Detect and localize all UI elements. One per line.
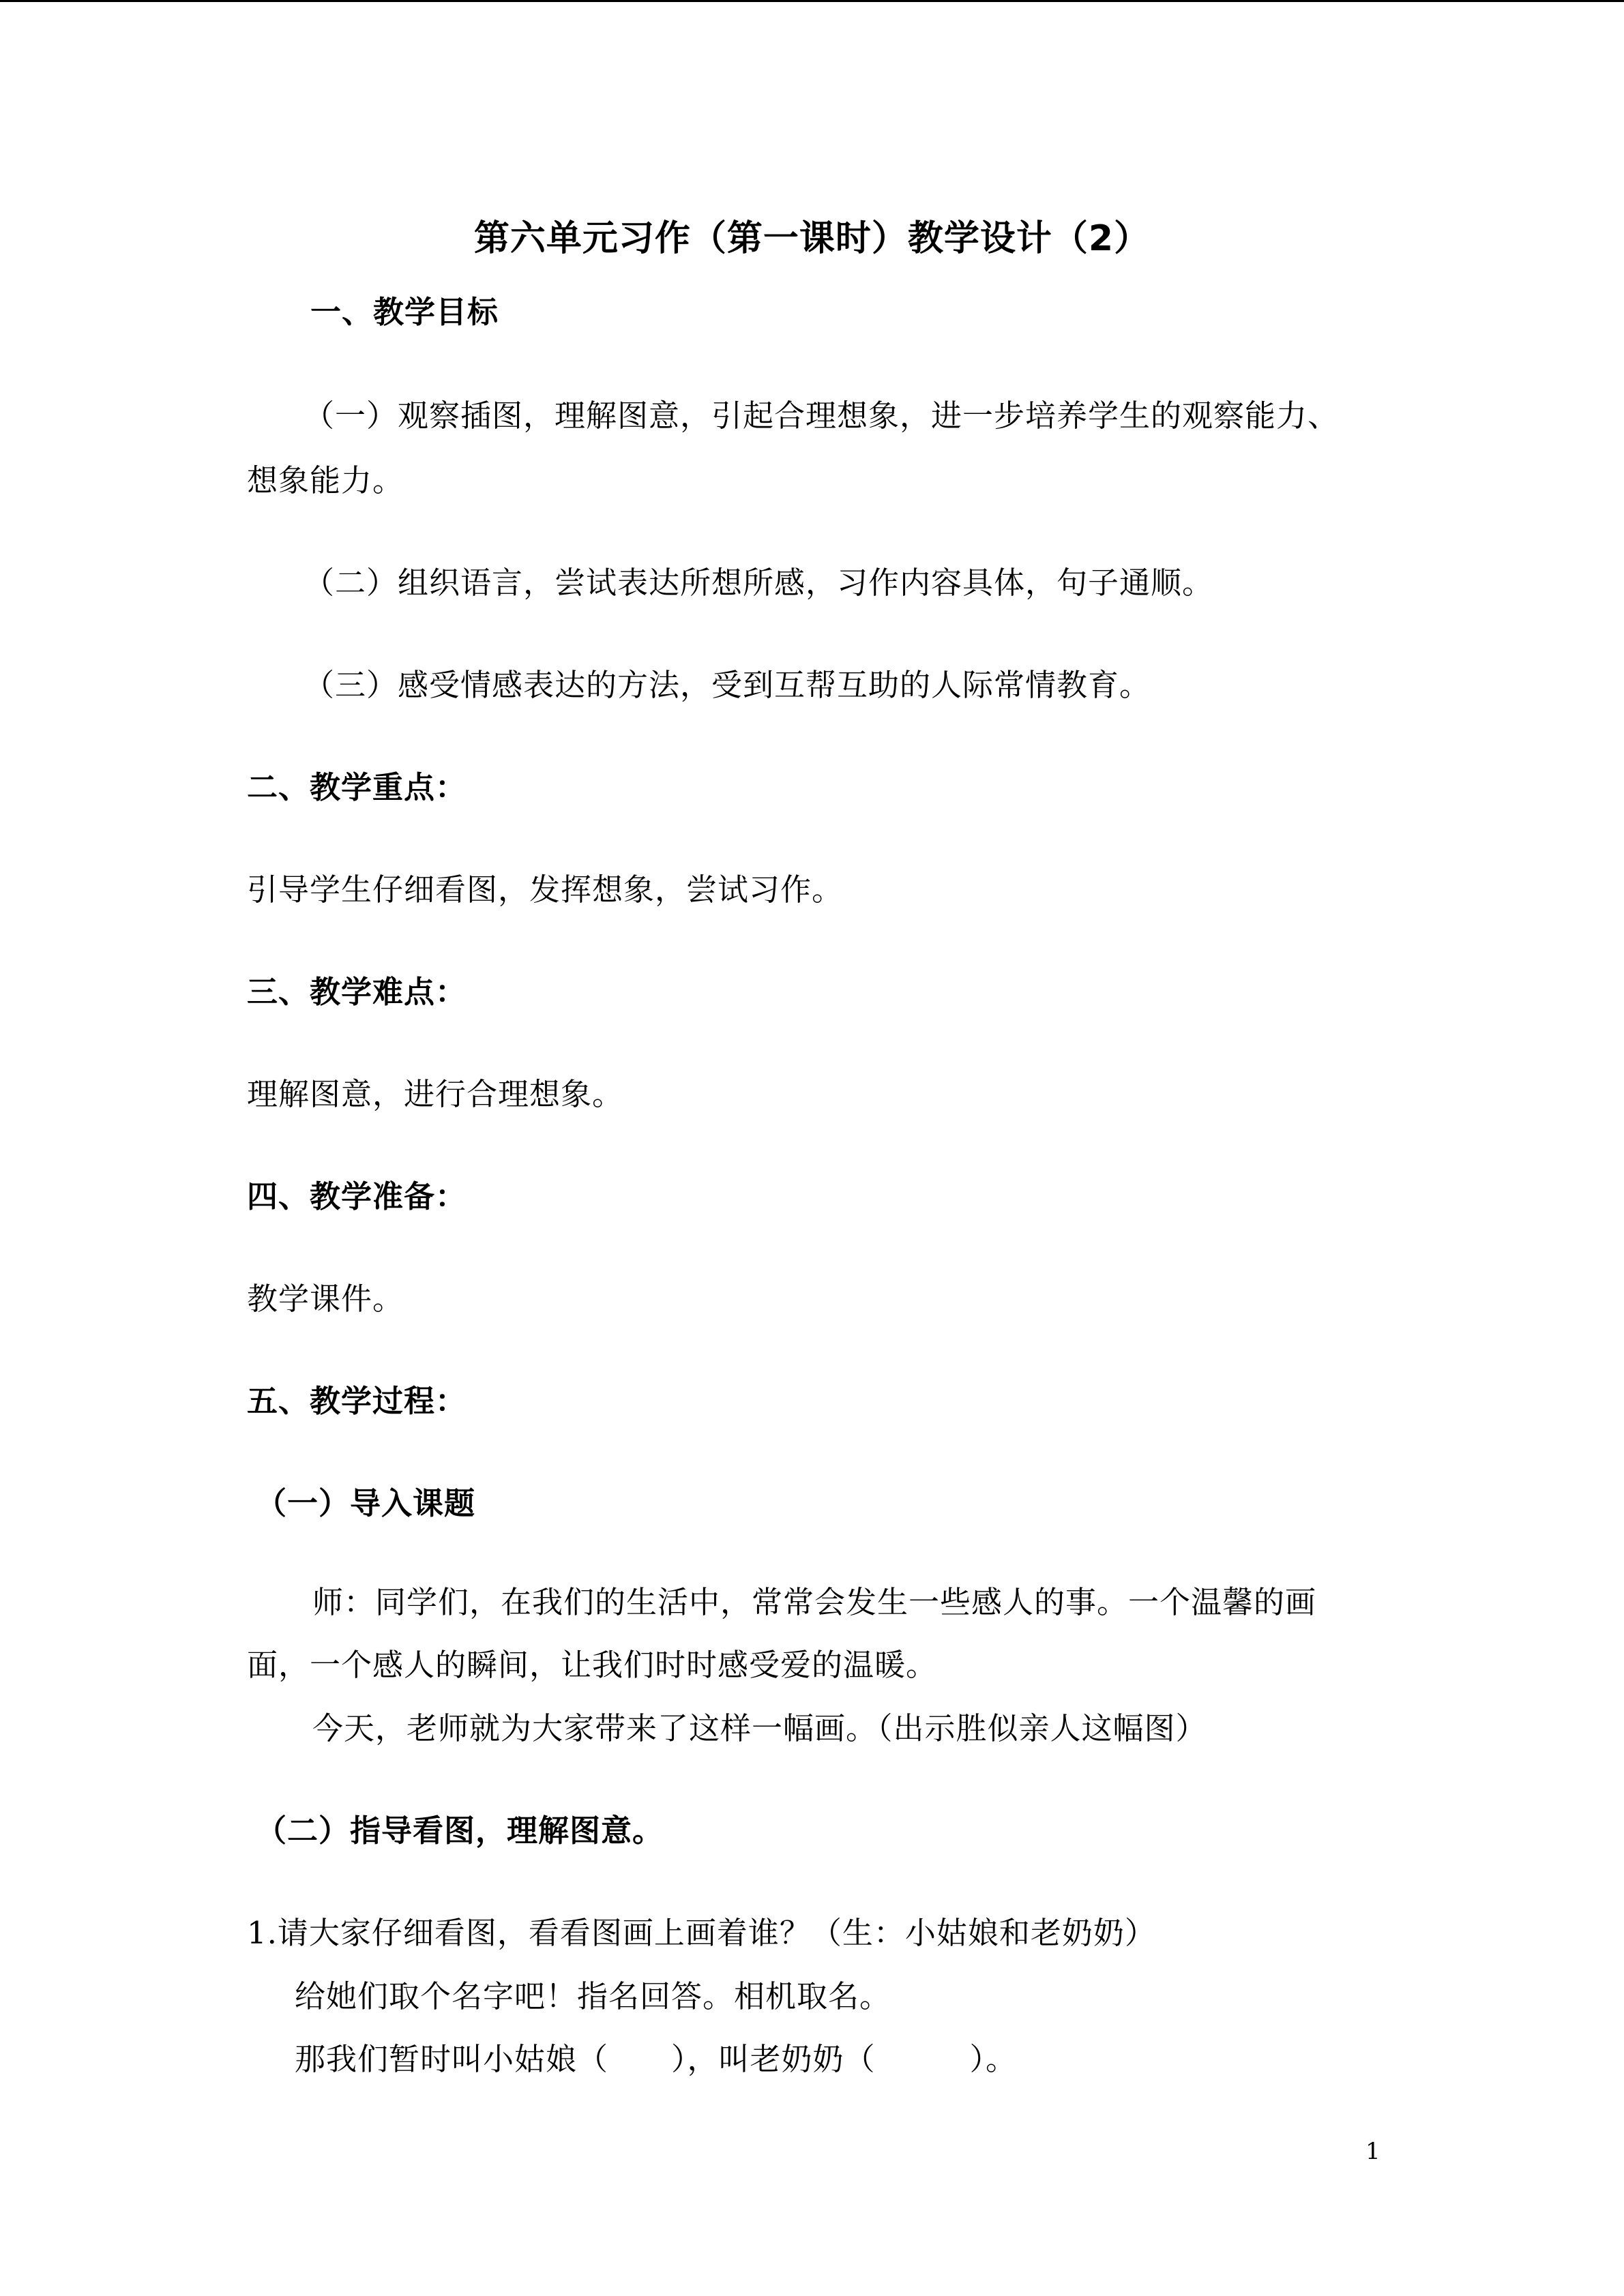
item1-line3: 那我们暂时叫小姑娘（ ），叫老奶奶（ ）。 [295,2041,1018,2077]
step2-heading: （二）指导看图，理解图意。 [256,1813,664,1849]
item1-line2: 给她们取个名字吧！指名回答。相机取名。 [295,1978,891,2014]
step1-heading: （一）导入课题 [256,1485,476,1521]
page-top-border [0,0,1624,2]
key-points-text: 引导学生仔细看图，发挥想象，尝试习作。 [247,871,844,908]
step1-para1-line1: 师：同学们，在我们的生活中，常常会发生一些感人的事。一个温馨的画 [312,1584,1317,1620]
difficulties-text: 理解图意，进行合理想象。 [247,1076,624,1112]
step1-para1-line2: 面，一个感人的瞬间，让我们时时感受爱的温暖。 [247,1647,938,1683]
page-number: 1 [1365,2138,1381,2165]
step1-para2: 今天，老师就为大家带来了这样一幅画。（出示胜似亲人这幅图） [312,1710,1207,1746]
objective-2: （二）组织语言，尝试表达所想所感，习作内容具体，句子通顺。 [304,565,1214,601]
preparation-text: 教学课件。 [247,1281,404,1317]
item1-line1: 1.请大家仔细看图，看看图画上画着谁？（生：小姑娘和老奶奶） [247,1915,1156,1951]
objective-1-line1: （一）观察插图，理解图意，引起合理想象，进一步培养学生的观察能力、 [304,398,1340,434]
objective-1-line2: 想象能力。 [247,462,404,498]
preparation-heading: 四、教学准备： [247,1178,467,1214]
key-points-heading: 二、教学重点： [247,769,467,805]
document-title: 第六单元习作（第一课时）教学设计（2） [473,218,1151,259]
difficulties-heading: 三、教学难点： [247,974,467,1010]
objective-3: （三）感受情感表达的方法，受到互帮互助的人际常情教育。 [304,667,1151,703]
process-heading: 五、教学过程： [247,1383,467,1419]
objectives-heading: 一、教学目标 [310,294,499,330]
